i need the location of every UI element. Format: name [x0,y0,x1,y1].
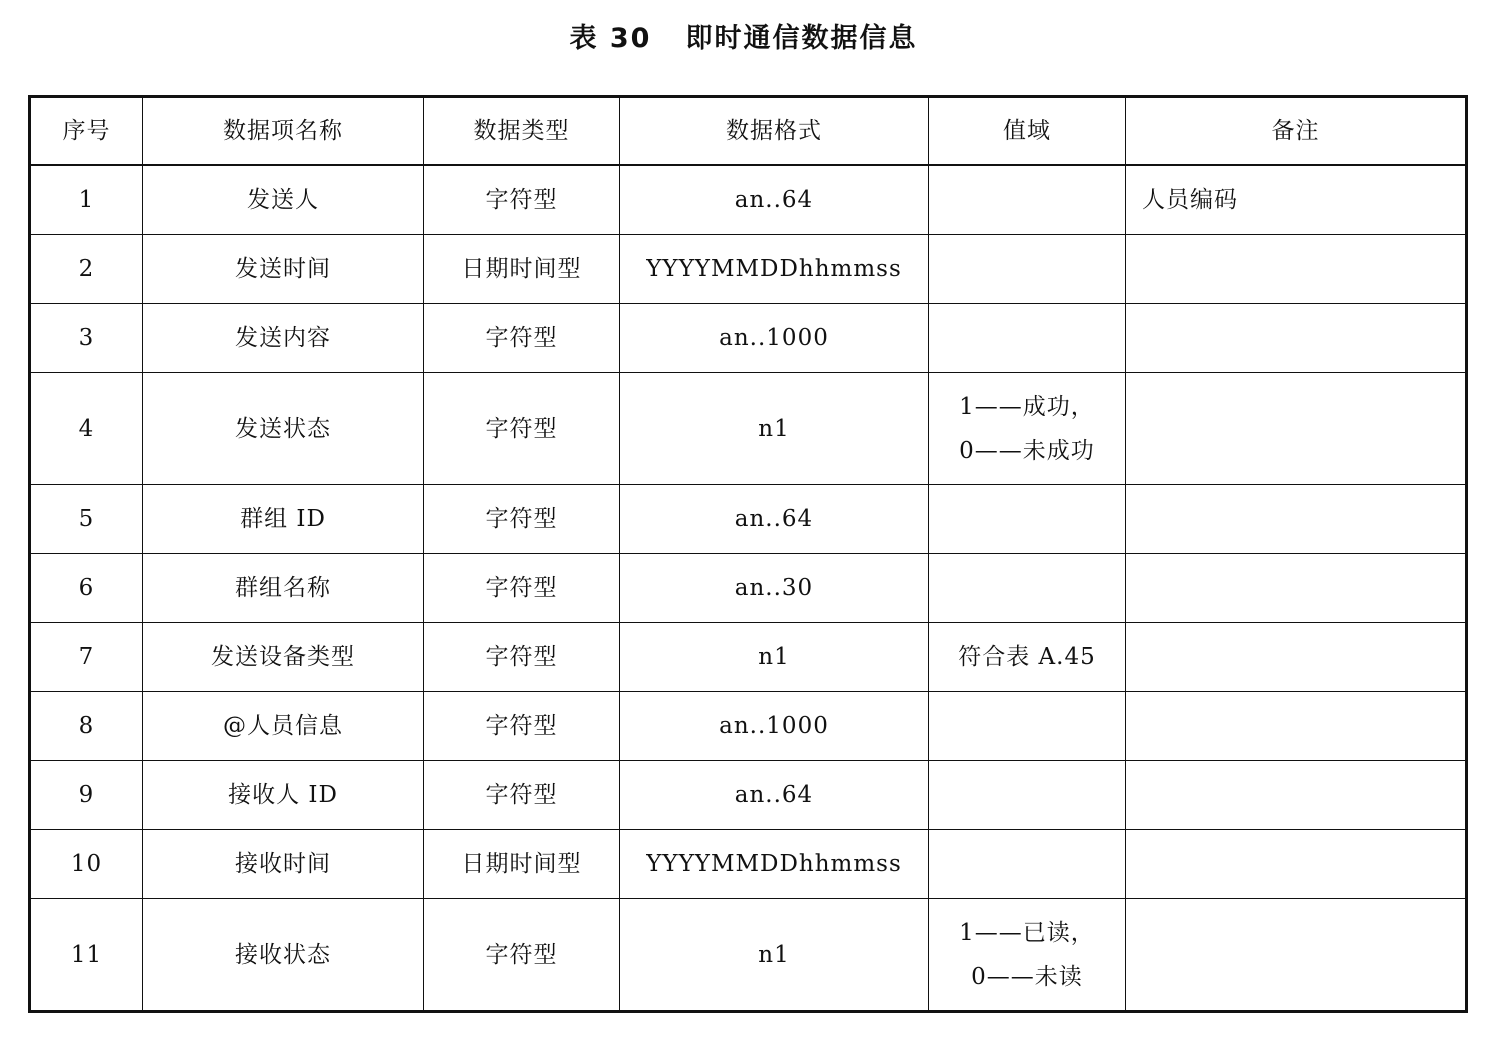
table-row [30,692,1467,761]
cell-value-range [929,692,1126,761]
cell-data-format: an..1000 [620,304,929,373]
cell-item-name: 接收人 ID [143,761,424,830]
header-data-type: 数据类型 [424,97,620,166]
cell-value-range [929,304,1126,373]
cell-item-name: 发送时间 [143,235,424,304]
cell-value-range [929,373,1126,485]
cell-data-format: an..30 [620,554,929,623]
table-row [30,623,1467,692]
cell-data-format: an..64 [620,165,929,235]
cell-item-name: 接收状态 [143,899,424,1012]
cell-note [1126,485,1467,554]
cell-item-name: 接收时间 [143,830,424,899]
table-row [30,899,1467,1012]
cell-data-type: 字符型 [424,485,620,554]
cell-data-type: 字符型 [424,692,620,761]
cell-value-range [929,899,1126,1012]
value-range-line: 0——未成功 [959,437,1095,464]
cell-note [1126,373,1467,485]
cell-note [1126,235,1467,304]
header-data-format: 数据格式 [620,97,929,166]
value-range-line: 1——已读， [959,919,1095,946]
value-range-line: 符合表 A.45 [958,644,1096,670]
cell-data-format: YYYYMMDDhhmmss [620,830,929,899]
cell-data-type: 字符型 [424,623,620,692]
table-row [30,373,1467,485]
table-row [30,761,1467,830]
cell-data-type: 字符型 [424,373,620,485]
cell-data-type: 字符型 [424,554,620,623]
header-value-range: 值域 [929,97,1126,166]
header-item-name: 数据项名称 [143,97,424,166]
cell-no: 3 [30,304,143,373]
cell-data-type: 字符型 [424,761,620,830]
cell-no: 8 [30,692,143,761]
cell-item-name: 发送人 [143,165,424,235]
cell-note [1126,304,1467,373]
cell-value-range [929,165,1126,235]
value-range-line: 0——未读 [971,963,1083,990]
cell-data-format: YYYYMMDDhhmmss [620,235,929,304]
cell-data-format: an..1000 [620,692,929,761]
cell-no: 2 [30,235,143,304]
cell-value-range [929,235,1126,304]
cell-value-range [929,485,1126,554]
table-title [0,18,1487,60]
cell-data-format: n1 [620,899,929,1012]
cell-note [1126,554,1467,623]
cell-value-range [929,623,1126,692]
table-row [30,304,1467,373]
cell-data-format: an..64 [620,761,929,830]
cell-note [1126,761,1467,830]
cell-item-name: @人员信息 [143,692,424,761]
value-range-line: 1——成功， [959,393,1095,420]
cell-no: 11 [30,899,143,1012]
cell-data-type: 字符型 [424,899,620,1012]
table-row [30,830,1467,899]
table-number: 表 30 [569,23,652,54]
table-row [30,165,1467,235]
cell-no: 5 [30,485,143,554]
cell-note: 人员编码 [1126,165,1467,235]
cell-item-name: 发送设备类型 [143,623,424,692]
cell-note [1126,692,1467,761]
table-row [30,554,1467,623]
table-row [30,235,1467,304]
cell-note [1126,830,1467,899]
cell-no: 1 [30,165,143,235]
table-body [30,165,1467,1012]
cell-note [1126,623,1467,692]
cell-no: 10 [30,830,143,899]
table-row [30,485,1467,554]
header-note: 备注 [1126,97,1467,166]
cell-no: 6 [30,554,143,623]
cell-no: 4 [30,373,143,485]
cell-value-range [929,830,1126,899]
cell-item-name: 发送状态 [143,373,424,485]
cell-item-name: 群组名称 [143,554,424,623]
data-table [28,95,1468,1013]
cell-item-name: 发送内容 [143,304,424,373]
cell-data-type: 日期时间型 [424,235,620,304]
cell-data-type: 字符型 [424,304,620,373]
header-row [30,97,1467,166]
header-no: 序号 [30,97,143,166]
cell-data-type: 日期时间型 [424,830,620,899]
cell-item-name: 群组 ID [143,485,424,554]
cell-no: 9 [30,761,143,830]
cell-data-format: n1 [620,373,929,485]
cell-value-range [929,761,1126,830]
cell-data-format: n1 [620,623,929,692]
table-name: 即时通信数据信息 [685,23,918,54]
cell-data-type: 字符型 [424,165,620,235]
cell-no: 7 [30,623,143,692]
cell-note [1126,899,1467,1012]
cell-data-format: an..64 [620,485,929,554]
cell-value-range [929,554,1126,623]
